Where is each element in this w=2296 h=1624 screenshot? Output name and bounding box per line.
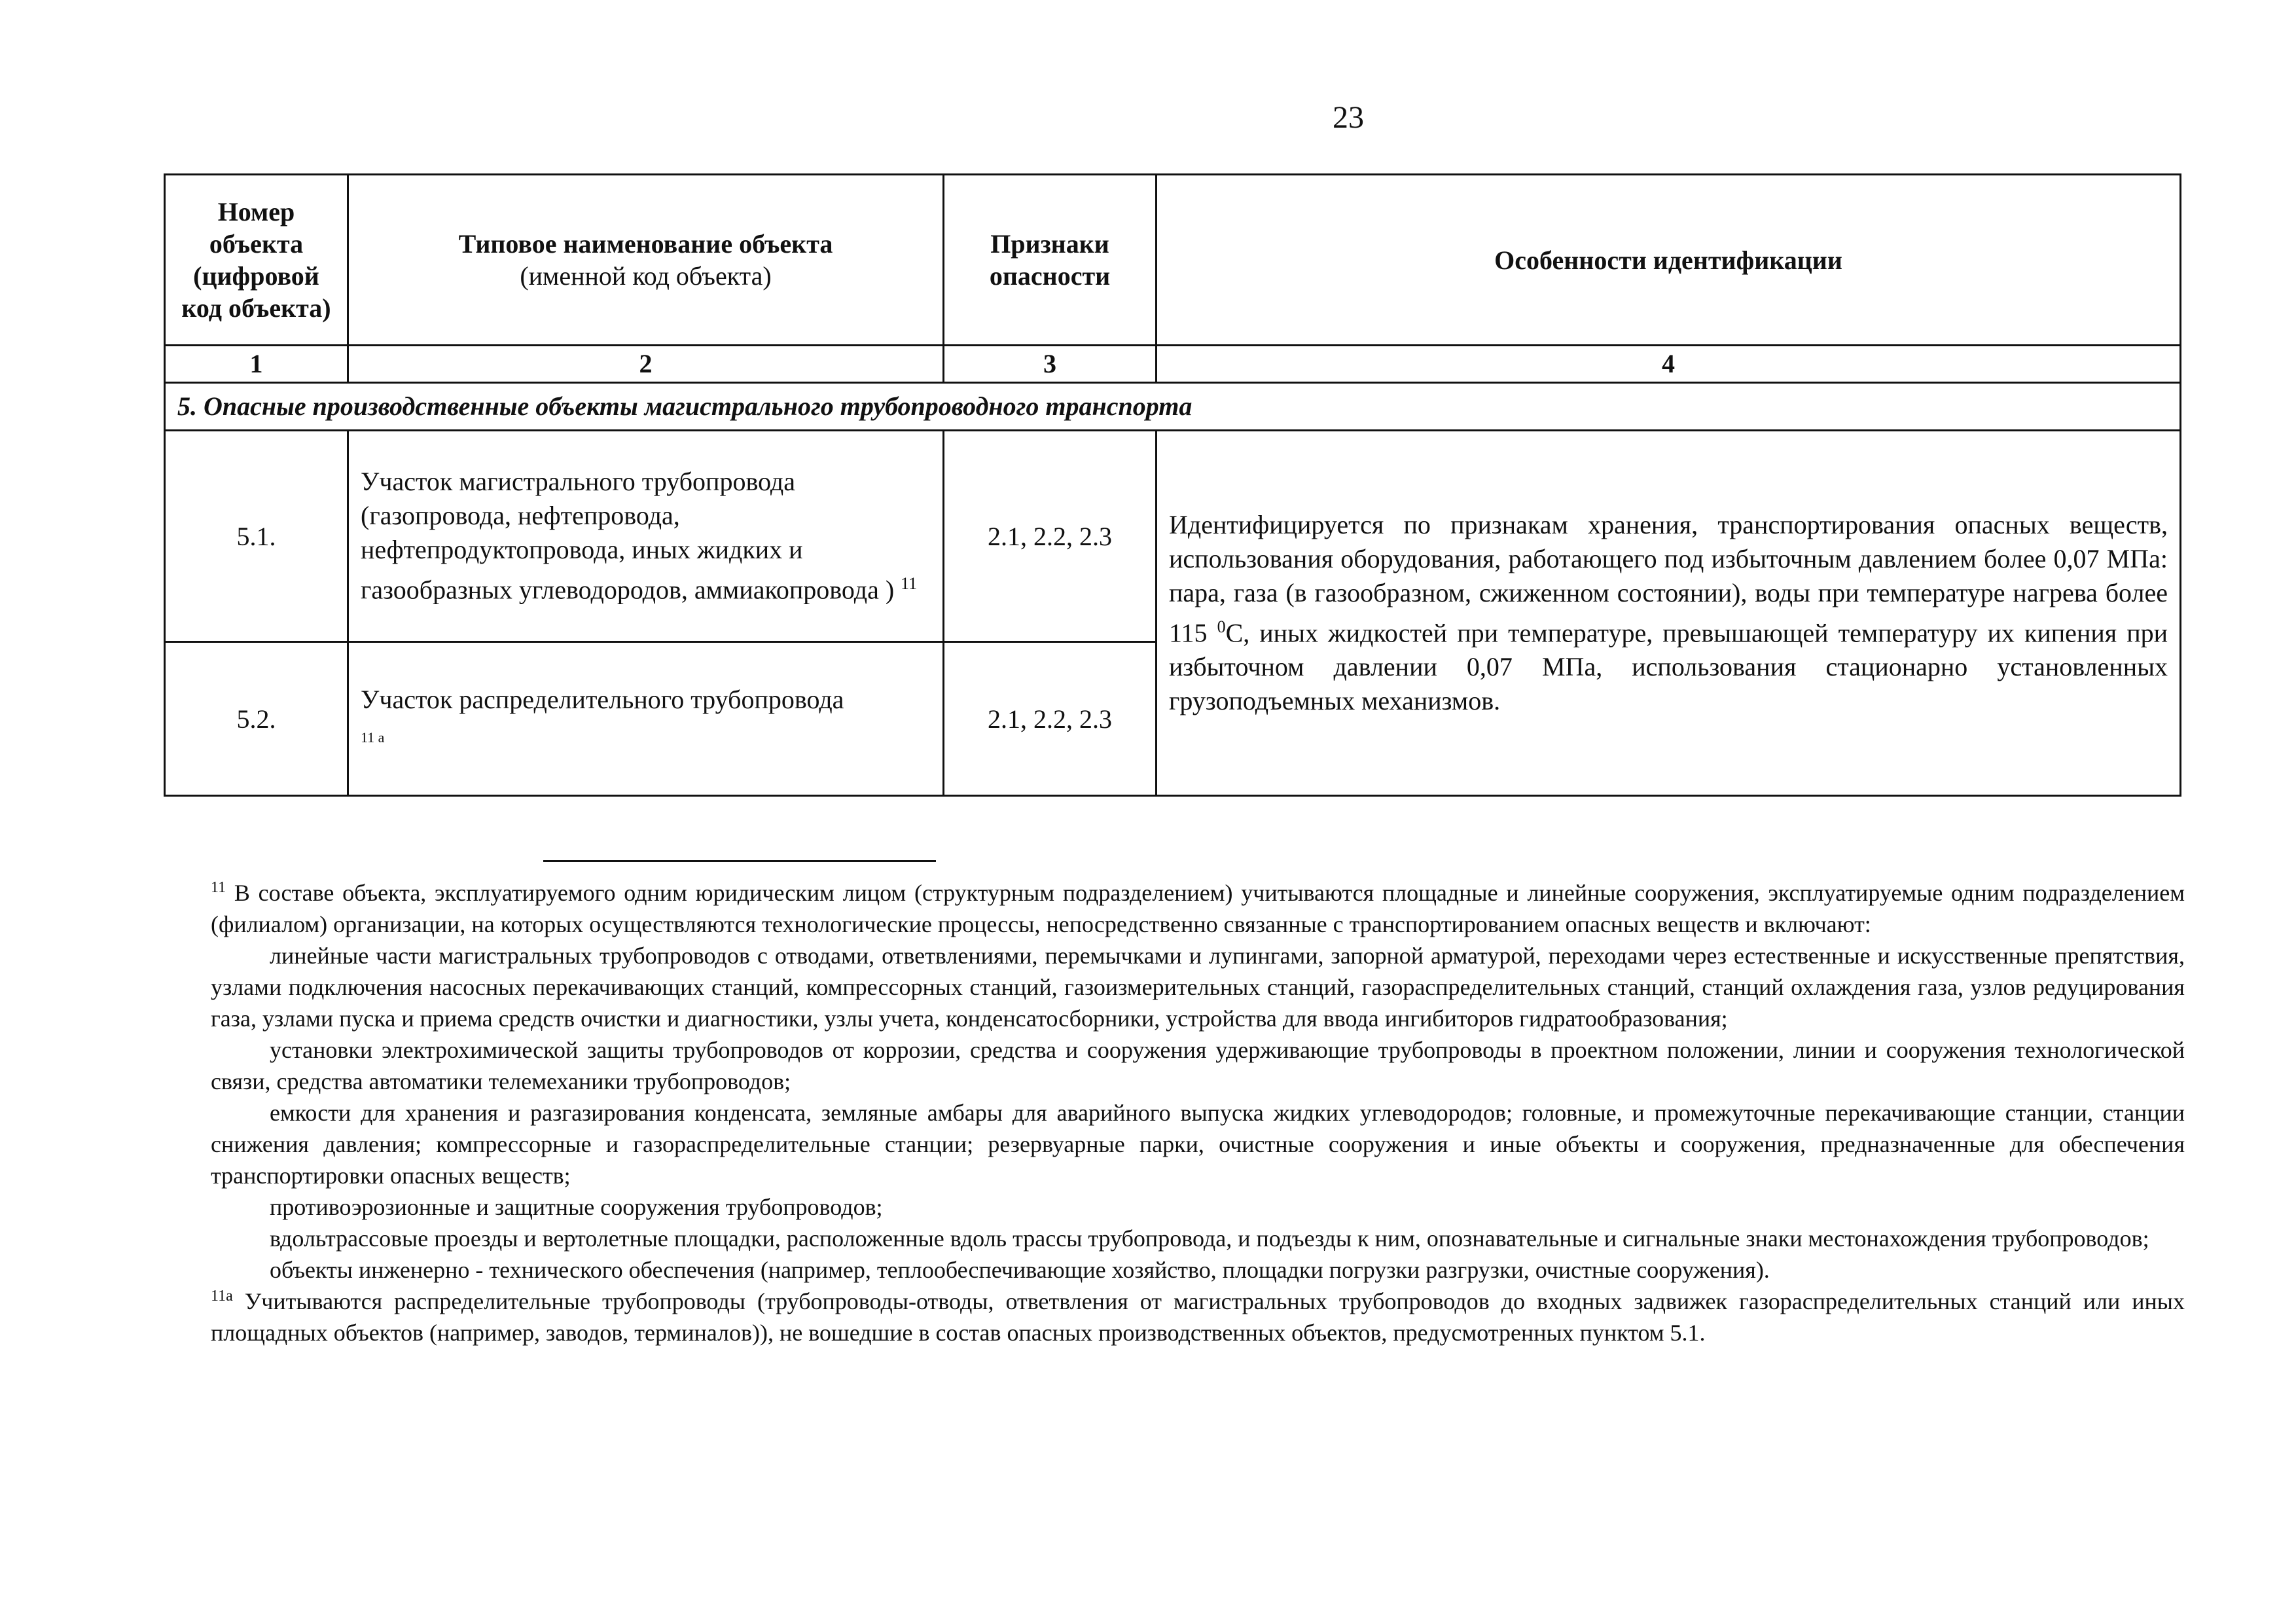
column-number: 2 bbox=[348, 346, 944, 383]
footnote-item: линейные части магистральных трубопроводов с отводами, ответвлениями, перемычками и лупингами, запорной арматурой, переходами через естественные и искусственные препятствия, узлами подключения насосных перекачивающих станций, компрессорных станций, газоизмерительных станций, газораспределительных станций, станций охлаждения газа, узлов редуцирования газа, узлами пуска и приема средств очистки и диагностики, узлы учета, конденсатосборники, устройства для ввода ингибиторов гидратообразования; bbox=[211, 943, 2185, 1032]
header-hazard-signs: Признаки опасности bbox=[944, 175, 1157, 346]
row-number: 5.2. bbox=[165, 642, 348, 796]
column-number: 1 bbox=[165, 346, 348, 383]
row-signs: 2.1, 2.2, 2.3 bbox=[944, 431, 1157, 642]
table-row bbox=[165, 431, 2181, 642]
footnote-ref[interactable]: 11 bbox=[901, 574, 918, 594]
hazard-objects-table bbox=[164, 173, 2181, 797]
footnotes bbox=[211, 877, 2185, 1348]
row-name-text: Участок распределительного трубопровода bbox=[361, 685, 844, 714]
footnote-item: емкости для хранения и разгазирования конденсата, земляные амбары для аварийного выпуска жидких углеводородов; головные, и промежуточные перекачивающие станции, станции снижения давления; компрессорные и газораспределительные станции; резервуарные парки, очистные сооружения и иные объекты и сооружения, предназначенные для обеспечения транспортировки опасных веществ; bbox=[211, 1100, 2185, 1189]
footnote-text: Учитываются распределительные трубопроводы (трубопроводы-отводы, ответвления от магистральных трубопроводов до входных задвижек газораспределительных станций или иных площадных объектов (например, заводов, терминалов)), не вошедшие в состав опасных производственных объектов, предусмотренных пунктом 5.1. bbox=[211, 1288, 2185, 1346]
column-numbers-row bbox=[165, 346, 2181, 383]
degree-mark: 0 bbox=[1217, 617, 1226, 636]
footnote-mark: 11 bbox=[211, 879, 226, 896]
column-number: 3 bbox=[944, 346, 1157, 383]
row-name-text: Участок магистрального трубопровода (газопровода, нефтепровода, нефтепродуктопровода, иных жидких и газообразных углеводородов, аммиакопровода ) bbox=[361, 467, 895, 605]
footnote-mark: 11а bbox=[211, 1288, 233, 1305]
identification-text bbox=[1157, 431, 2181, 796]
page-number: 23 bbox=[1333, 100, 1364, 135]
row-name bbox=[348, 642, 944, 796]
header-object-name-sub: (именной код объекта) bbox=[520, 261, 772, 291]
section-title: 5. Опасные производственные объекты магистрального трубопроводного транспорта bbox=[165, 383, 2181, 431]
header-identification: Особенности идентификации bbox=[1157, 175, 2181, 346]
identification-post: С, иных жидкостей при температуре, превышающей температуру их кипения при избыточном давлении 0,07 МПа, использования стационарно установленных грузоподъемных механизмов. bbox=[1169, 618, 2168, 716]
footnote-item: противоэрозионные и защитные сооружения трубопроводов; bbox=[270, 1194, 883, 1220]
footnote-separator bbox=[543, 860, 936, 862]
footnote-item: установки электрохимической защиты трубопроводов от коррозии, средства и сооружения удерживающие трубопроводы в проектном положении, линии и сооружения технологической связи, средства автоматики телемеханики трубопроводов; bbox=[211, 1037, 2185, 1094]
footnote-11 bbox=[211, 877, 2185, 940]
header-object-number: Номер объекта (цифровой код объекта) bbox=[165, 175, 348, 346]
header-object-name-title: Типовое наименование объекта bbox=[458, 229, 833, 259]
footnote-11a bbox=[211, 1286, 2185, 1348]
section-row bbox=[165, 383, 2181, 431]
row-signs: 2.1, 2.2, 2.3 bbox=[944, 642, 1157, 796]
identification-pre: Идентифицируется по признакам хранения, транспортирования опасных веществ, использования оборудования, работающего под избыточным давлением более 0,07 МПа: пара, газа (в газообразном, сжиженном состоянии), воды при температуре нагрева более 115 bbox=[1169, 509, 2168, 648]
column-number: 4 bbox=[1157, 346, 2181, 383]
footnote-text: В составе объекта, эксплуатируемого одним юридическим лицом (структурным подразделением) учитываются площадные и линейные сооружения, эксплуатируемые одним подразделением (филиалом) организации, на которых осуществляются технологические процессы, непосредственно связанные с транспортированием опасных веществ и включают: bbox=[211, 880, 2185, 937]
row-name bbox=[348, 431, 944, 642]
footnote-item: вдольтрассовые проезды и вертолетные площадки, расположенные вдоль трассы трубопровода, и подъезды к ним, опознавательные и сигнальные знаки местонахождения трубопроводов; bbox=[270, 1225, 2149, 1252]
header-object-name bbox=[348, 175, 944, 346]
row-number: 5.1. bbox=[165, 431, 348, 642]
footnote-ref[interactable]: 11 а bbox=[361, 729, 385, 746]
footnote-item: объекты инженерно - технического обеспечения (например, теплообеспечивающие хозяйство, площадки погрузки разгрузки, очистные сооружения). bbox=[270, 1257, 1770, 1283]
table-header-row bbox=[165, 175, 2181, 346]
